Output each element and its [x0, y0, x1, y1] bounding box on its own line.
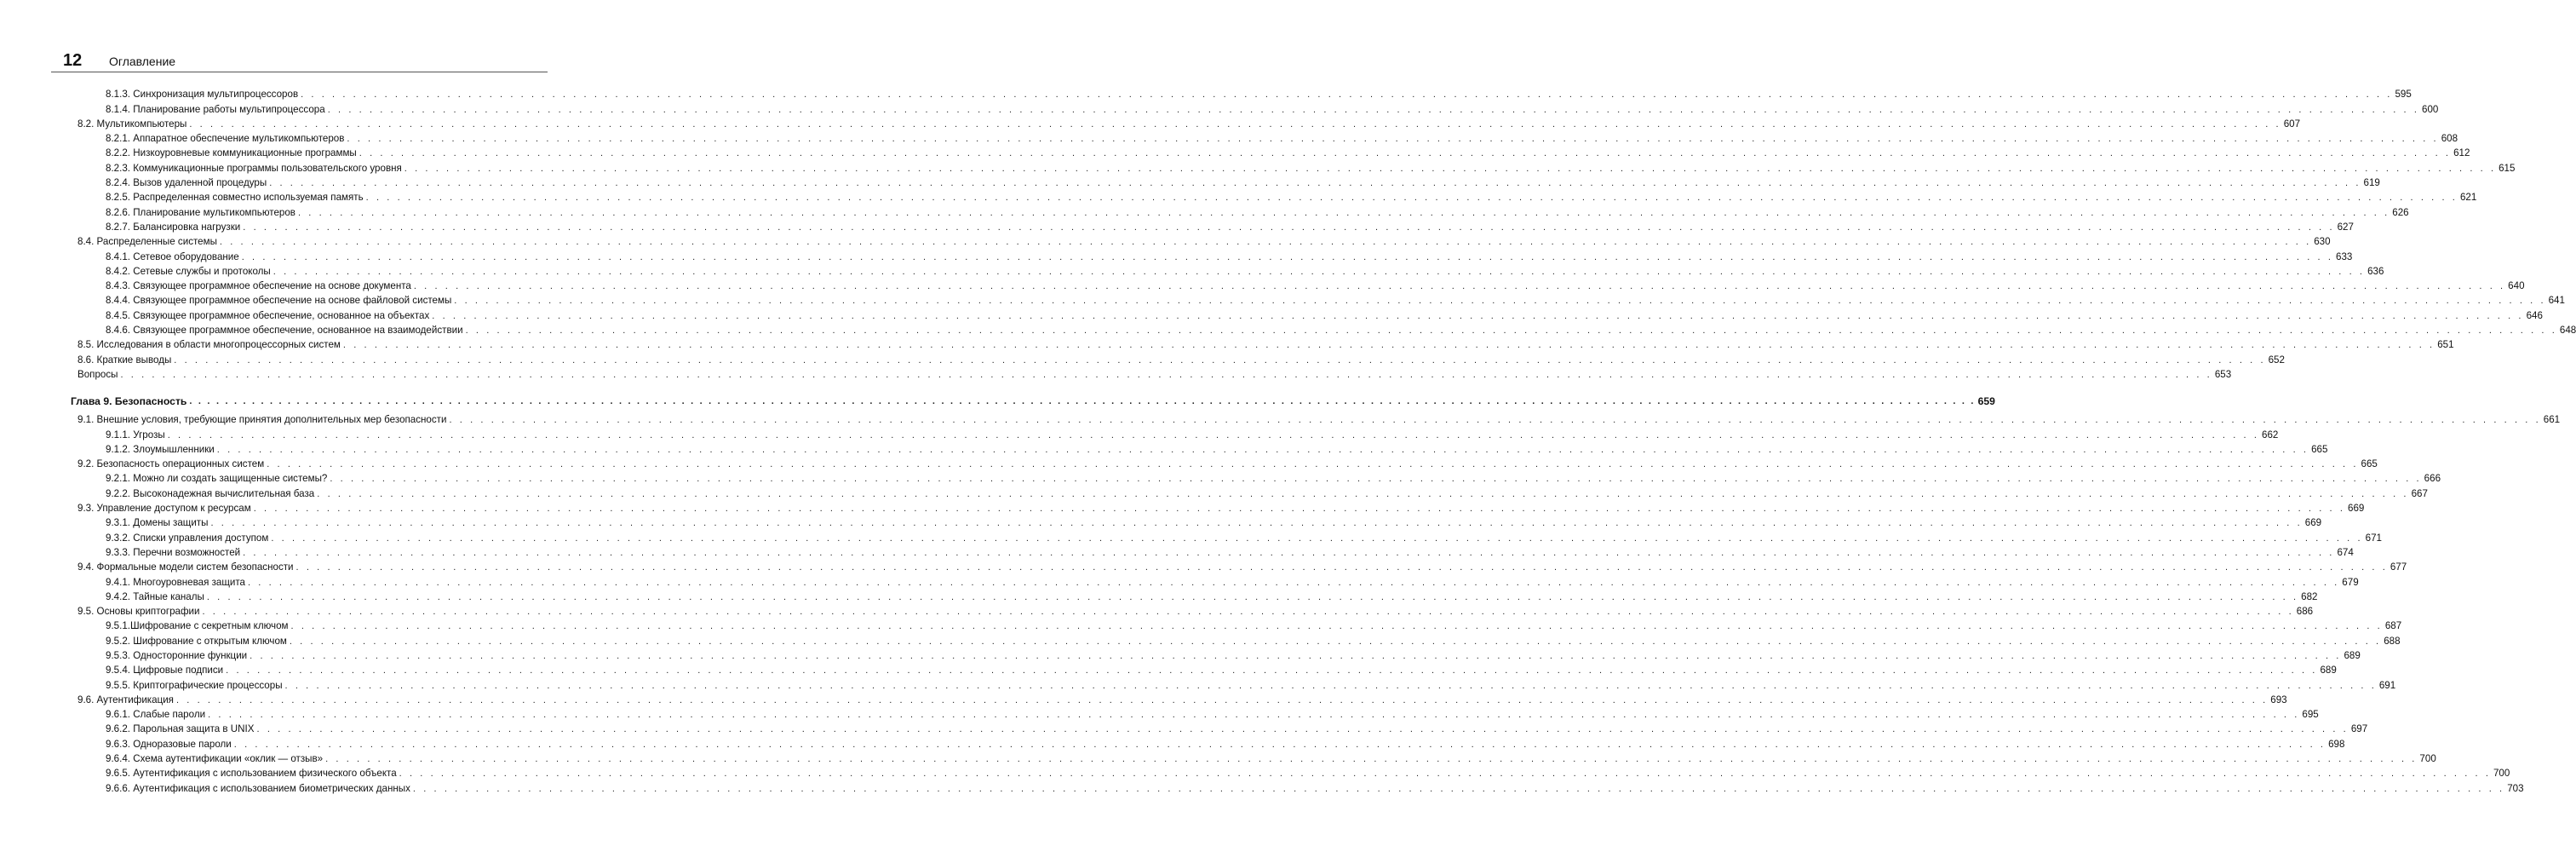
toc-entry-page: 700 — [2493, 768, 2510, 780]
toc-entry[interactable] — [71, 589, 2318, 603]
toc-entry-page: 687 — [2384, 620, 2402, 632]
toc-entry[interactable] — [71, 618, 2402, 632]
toc-entry-title: 9.3. Управление доступом к ресурсам — [77, 503, 254, 515]
chapter-spacer — [71, 381, 520, 390]
toc-entry-title: 8.4.1. Сетевое оборудование — [106, 251, 242, 263]
toc-entry-page: 640 — [2508, 280, 2525, 292]
dot-leader: . . . . . . . . . . . . . . . . . . . . . . . . . . . . . . . . . . . . . . . . . . . . . . . . . . . . . . . . . . . . . . . . . . . . . . . . . . . . . . . . . . . . . . . . . . . . . . . . . . . . . . . . . . . . . . . . . . . . . . . . . . . . . . . . . . . . . . . . . . . . . . . . . . . . . . . . . . . . . . . . . . . . . . . . . . . . . . . . . . . . . . . . . . . . . . . . . . . . . . . . — [243, 222, 2335, 233]
toc-entry-page: 686 — [2296, 606, 2314, 618]
dot-leader: . . . . . . . . . . . . . . . . . . . . . . . . . . . . . . . . . . . . . . . . . . . . . . . . . . . . . . . . . . . . . . . . . . . . . . . . . . . . . . . . . . . . . . . . . . . . . . . . . . . . . . . . . . . . . . . . . . . . . . . . . . . . . . . . . . . . . . . . . . . . . . . . . . . . . . . . . . . . . . . . . . . . . . . . . . . . . . . . . . . . . . . . . . . . . . . . . . . . . . . . — [219, 237, 2312, 248]
toc-entry-page: 665 — [2361, 458, 2378, 470]
toc-entry-page: 607 — [2283, 118, 2301, 130]
toc-entry-title: 8.4.4. Связующее программное обеспечение на основе файловой системы — [106, 295, 454, 307]
toc-entry-page: 652 — [2268, 354, 2285, 366]
toc-entry-title: 8.6. Краткие выводы — [77, 354, 174, 366]
toc-entry-page: 665 — [2311, 443, 2328, 455]
toc-entry-title: Глава 9. Безопасность — [71, 395, 189, 407]
toc-entry[interactable] — [71, 485, 2428, 499]
toc-entry-page: 636 — [2367, 265, 2384, 277]
dot-leader: . . . . . . . . . . . . . . . . . . . . . . . . . . . . . . . . . . . . . . . . . . . . . . . . . . . . . . . . . . . . . . . . . . . . . . . . . . . . . . . . . . . . . . . . . . . . . . . . . . . . . . . . . . . . . . . . . . . . . . . . . . . . . . . . . . . . . . . . . . . . . . . . . . . . . . . . . . . . . . . . . . . . . . . . . . . . . . . . . . . . . . . . . . . . . . . . . . . . . . . . — [175, 694, 2269, 705]
toc-entry[interactable] — [71, 529, 2382, 544]
toc-entry-title: 8.2.1. Аппаратное обеспечение мультикомпьютеров — [106, 133, 347, 145]
toc-entry[interactable] — [71, 278, 2525, 292]
toc-entry-title: 8.2.4. Вызов удаленной процедуры — [106, 177, 269, 189]
toc-entry-page: 703 — [2507, 782, 2524, 794]
toc-entry-page: 698 — [2328, 738, 2345, 750]
toc-entry-page: 615 — [2499, 162, 2516, 174]
dot-leader: . . . . . . . . . . . . . . . . . . . . . . . . . . . . . . . . . . . . . . . . . . . . . . . . . . . . . . . . . . . . . . . . . . . . . . . . . . . . . . . . . . . . . . . . . . . . . . . . . . . . . . . . . . . . . . . . . . . . . . . . . . . . . . . . . . . . . . . . . . . . . . . . . . . . . . . . . . . . . . . . . . . . . . . . . . . . . . . . . . . . . . . . . . . . . . . . . . . . . . . . — [347, 134, 2439, 145]
dot-leader: . . . . . . . . . . . . . . . . . . . . . . . . . . . . . . . . . . . . . . . . . . . . . . . . . . . . . . . . . . . . . . . . . . . . . . . . . . . . . . . . . . . . . . . . . . . . . . . . . . . . . . . . . . . . . . . . . . . . . . . . . . . . . . . . . . . . . . . . . . . . . . . . . . . . . . . . . . . . . . . . . . . . . . . . . . . . . . . . . . . . . . . . . . . . . . . . . . . . . . . . — [202, 607, 2294, 618]
toc-entry[interactable] — [71, 263, 2384, 278]
toc-entry[interactable] — [71, 735, 2345, 750]
toc-entry-title: 9.5.1.Шифрование с секретным ключом — [106, 620, 291, 632]
toc-entry-page: 646 — [2526, 309, 2543, 321]
toc-entry[interactable] — [71, 366, 2232, 381]
toc-entry[interactable] — [71, 721, 2368, 735]
toc-entry-page: 667 — [2411, 487, 2428, 499]
toc-entry-title: 8.2.7. Балансировка нагрузки — [106, 222, 243, 233]
dot-leader: . . . . . . . . . . . . . . . . . . . . . . . . . . . . . . . . . . . . . . . . . . . . . . . . . . . . . . . . . . . . . . . . . . . . . . . . . . . . . . . . . . . . . . . . . . . . . . . . . . . . . . . . . . . . . . . . . . . . . . . . . . . . . . . . . . . . . . . . . . . . . . . . . . . . . . . . . . . . . . . . . . . . . . . . . . . . . . . . . . . . . . . . . . . . . . . . . . . . . . . . — [174, 354, 2266, 366]
toc-entry[interactable] — [71, 175, 2380, 189]
toc-entry-title: 9.3.3. Перечни возможностей — [106, 547, 243, 559]
toc-entry[interactable] — [71, 559, 2407, 573]
toc-entry-title: 9.6.2. Парольная защита в UNIX — [106, 723, 257, 735]
toc-entry-page: 662 — [2262, 429, 2279, 440]
dot-leader: . . . . . . . . . . . . . . . . . . . . . . . . . . . . . . . . . . . . . . . . . . . . . . . . . . . . . . . . . . . . . . . . . . . . . . . . . . . . . . . . . . . . . . . . . . . . . . . . . . . . . . . . . . . . . . . . . . . . . . . . . . . . . . . . . . . . . . . . . . . . . . . . . . . . . . . . . . . . . . . . . . . . . . . . . . . . . . . . . . . . . . . . . . . . . . . . . . . . . . . . — [290, 621, 2383, 632]
toc-entry-page: 688 — [2384, 635, 2401, 647]
toc-entry-page: 630 — [2314, 236, 2331, 248]
dot-leader: . . . . . . . . . . . . . . . . . . . . . . . . . . . . . . . . . . . . . . . . . . . . . . . . . . . . . . . . . . . . . . . . . . . . . . . . . . . . . . . . . . . . . . . . . . . . . . . . . . . . . . . . . . . . . . . . . . . . . . . . . . . . . . . . . . . . . . . . . . . . . . . . . . . . . . . . . . . . . . . . . . . . . . . . . . . . . . . . . . . . . . . . . . . . . . . . . . . . . . . . — [206, 591, 2299, 602]
toc-entry-page: 695 — [2302, 709, 2319, 721]
toc-entry-title: 8.1.3. Синхронизация мультипроцессоров — [106, 89, 301, 101]
toc-entry-page: 697 — [2350, 723, 2368, 735]
dot-leader: . . . . . . . . . . . . . . . . . . . . . . . . . . . . . . . . . . . . . . . . . . . . . . . . . . . . . . . . . . . . . . . . . . . . . . . . . . . . . . . . . . . . . . . . . . . . . . . . . . . . . . . . . . . . . . . . . . . . . . . . . . . . . . . . . . . . . . . . . . . . . . . . . . . . . . . . . . . . . . . . . . . . . . . . . . . . . . . . . . . . . . . . . . . . . . . . . . . . . . . . — [189, 118, 2281, 130]
dot-leader: . . . . . . . . . . . . . . . . . . . . . . . . . . . . . . . . . . . . . . . . . . . . . . . . . . . . . . . . . . . . . . . . . . . . . . . . . . . . . . . . . . . . . . . . . . . . . . . . . . . . . . . . . . . . . . . . . . . . . . . . . . . . . . . . . . . . . . . . . . . . . . . . . . . . . . . . . . . . . . . . . . . . . . . . . . . . . . . . . . . . . . . . . . . . . . . . . . . . . . . . — [120, 369, 2212, 380]
toc-entry[interactable] — [71, 145, 2470, 159]
dot-leader: . . . . . . . . . . . . . . . . . . . . . . . . . . . . . . . . . . . . . . . . . . . . . . . . . . . . . . . . . . . . . . . . . . . . . . . . . . . . . . . . . . . . . . . . . . . . . . . . . . . . . . . . . . . . . . . . . . . . . . . . . . . . . . . . . . . . . . . . . . . . . . . . . . . . . . . . . . . . . . . . . . . . . . . . . . . . . . . . . . . . . . . . . . . . . . . . . . . . . . . . — [432, 310, 2524, 321]
toc-entry-title: 9.1.1. Угрозы — [106, 429, 168, 441]
toc-entry[interactable] — [71, 248, 2353, 262]
toc-entry-title: 9.3.2. Списки управления доступом — [106, 532, 271, 544]
toc-entry[interactable] — [71, 456, 2378, 470]
toc-entry[interactable] — [71, 307, 2543, 321]
toc-entry-page: 651 — [2437, 339, 2454, 351]
toc-entry-title: 8.4.3. Связующее программное обеспечение на основе документа — [106, 280, 414, 292]
toc-entry-title: 9.5.5. Криптографические процессоры — [106, 680, 285, 692]
toc-entry[interactable] — [71, 500, 2365, 515]
dot-leader: . . . . . . . . . . . . . . . . . . . . . . . . . . . . . . . . . . . . . . . . . . . . . . . . . . . . . . . . . . . . . . . . . . . . . . . . . . . . . . . . . . . . . . . . . . . . . . . . . . . . . . . . . . . . . . . . . . . . . . . . . . . . . . . . . . . . . . . . . . . . . . . . . . . . . . . . . . . . . . . . . . . . . . . . . . . . . . . . . . . . . . . . . . . . . . . . . . . . . . . . — [289, 636, 2382, 647]
toc-entry-title: Вопросы — [77, 369, 121, 381]
toc-entry-title: 9.6.4. Схема аутентификации «оклик — отзыв» — [106, 753, 325, 765]
dot-leader: . . . . . . . . . . . . . . . . . . . . . . . . . . . . . . . . . . . . . . . . . . . . . . . . . . . . . . . . . . . . . . . . . . . . . . . . . . . . . . . . . . . . . . . . . . . . . . . . . . . . . . . . . . . . . . . . . . . . . . . . . . . . . . . . . . . . . . . . . . . . . . . . . . . . . . . . . . . . . . . . . . . . . . . . . . . . . . . . . . . . . . . . . . . . . . . . . . . . . . . . — [317, 488, 2409, 499]
toc-entry-page: 677 — [2390, 561, 2407, 573]
toc-entry[interactable] — [71, 292, 2565, 307]
toc-entry-title: 9.1.2. Злоумышленники — [106, 444, 217, 456]
dot-leader: . . . . . . . . . . . . . . . . . . . . . . . . . . . . . . . . . . . . . . . . . . . . . . . . . . . . . . . . . . . . . . . . . . . . . . . . . . . . . . . . . . . . . . . . . . . . . . . . . . . . . . . . . . . . . . . . . . . . . . . . . . . . . . . . . . . . . . . . . . . . . . . . . . . . . . . . . . . . . . . . . . . . . . . . . . . . . . . . . . . . . . . . . . . . . . . . . . . . . . . . — [216, 444, 2309, 455]
toc-entry-page: 595 — [2395, 89, 2412, 101]
toc-entry-title: 8.4. Распределенные системы — [77, 236, 220, 248]
toc-entry-page: 679 — [2342, 576, 2359, 588]
toc-entry-page: 641 — [2548, 295, 2565, 307]
toc-entry-title: 8.2.2. Низкоуровневые коммуникационные программы — [106, 147, 359, 159]
toc-entry-page: 608 — [2441, 133, 2458, 145]
toc-entry[interactable] — [71, 204, 2409, 218]
dot-leader: . . . . . . . . . . . . . . . . . . . . . . . . . . . . . . . . . . . . . . . . . . . . . . . . . . . . . . . . . . . . . . . . . . . . . . . . . . . . . . . . . . . . . . . . . . . . . . . . . . . . . . . . . . . . . . . . . . . . . . . . . . . . . . . . . . . . . . . . . . . . . . . . . . . . . . . . . . . . . . . . . . . . . . . . . . . . . . . . . . . . . . . . . . . . . . . . . . . . . . . . — [208, 710, 2300, 721]
toc-entry-page: 626 — [2392, 206, 2409, 218]
dot-leader: . . . . . . . . . . . . . . . . . . . . . . . . . . . . . . . . . . . . . . . . . . . . . . . . . . . . . . . . . . . . . . . . . . . . . . . . . . . . . . . . . . . . . . . . . . . . . . . . . . . . . . . . . . . . . . . . . . . . . . . . . . . . . . . . . . . . . . . . . . . . . . . . . . . . . . . . . . . . . . . . . . . . . . . . . . . . . . . . . . . . . . . . . . . . . . . . . . . . . . . . — [189, 395, 1976, 406]
toc-entry-title: 9.4. Формальные модели систем безопасности — [77, 561, 296, 573]
dot-leader: . . . . . . . . . . . . . . . . . . . . . . . . . . . . . . . . . . . . . . . . . . . . . . . . . . . . . . . . . . . . . . . . . . . . . . . . . . . . . . . . . . . . . . . . . . . . . . . . . . . . . . . . . . . . . . . . . . . . . . . . . . . . . . . . . . . . . . . . . . . . . . . . . . . . . . . . . . . . . . . . . . . . . . . . . . . . . . . . . . . . . . . . . . . . . . . . . . . . . . . . — [267, 459, 2359, 470]
toc-entry[interactable] — [71, 648, 2361, 662]
toc-entry-title: 9.6. Аутентификация — [77, 694, 176, 706]
toc-entry-title: 8.2.6. Планирование мультикомпьютеров — [106, 207, 298, 219]
toc-entry[interactable] — [71, 189, 2477, 204]
toc-chapter-entry[interactable] — [71, 390, 1995, 407]
toc-entry-page: 700 — [2419, 753, 2436, 765]
toc-entry-title: 9.5.2. Шифрование с открытым ключом — [106, 636, 290, 648]
toc-entry[interactable] — [71, 573, 2359, 588]
toc-entry-page: 669 — [2304, 517, 2322, 529]
toc-entry[interactable] — [71, 86, 2412, 101]
dot-leader: . . . . . . . . . . . . . . . . . . . . . . . . . . . . . . . . . . . . . . . . . . . . . . . . . . . . . . . . . . . . . . . . . . . . . . . . . . . . . . . . . . . . . . . . . . . . . . . . . . . . . . . . . . . . . . . . . . . . . . . . . . . . . . . . . . . . . . . . . . . . . . . . . . . . . . . . . . . . . . . . . . . . . . . . . . . . . . . . . . . . . . . . . . . . . . . . . . . . . . . . — [250, 650, 2342, 661]
dot-leader: . . . . . . . . . . . . . . . . . . . . . . . . . . . . . . . . . . . . . . . . . . . . . . . . . . . . . . . . . . . . . . . . . . . . . . . . . . . . . . . . . . . . . . . . . . . . . . . . . . . . . . . . . . . . . . . . . . . . . . . . . . . . . . . . . . . . . . . . . . . . . . . . . . . . . . . . . . . . . . . . . . . . . . . . . . . . . . . . . . . . . . . . . . . . . . . . . . . . . . . . — [359, 148, 2452, 159]
toc-entry-page: 682 — [2301, 590, 2318, 602]
dot-leader: . . . . . . . . . . . . . . . . . . . . . . . . . . . . . . . . . . . . . . . . . . . . . . . . . . . . . . . . . . . . . . . . . . . . . . . . . . . . . . . . . . . . . . . . . . . . . . . . . . . . . . . . . . . . . . . . . . . . . . . . . . . . . . . . . . . . . . . . . . . . . . . . . . . . . . . . . . . . . . . . . . . . . . . . . . . . . . . . . . . . . . . . . . . . . . . . . . . . . . . . — [449, 415, 2541, 426]
toc-entry[interactable] — [71, 662, 2337, 676]
page-number: 12 — [63, 51, 83, 70]
dot-leader: . . . . . . . . . . . . . . . . . . . . . . . . . . . . . . . . . . . . . . . . . . . . . . . . . . . . . . . . . . . . . . . . . . . . . . . . . . . . . . . . . . . . . . . . . . . . . . . . . . . . . . . . . . . . . . . . . . . . . . . . . . . . . . . . . . . . . . . . . . . . . . . . . . . . . . . . . . . . . . . . . . . . . . . . . . . . . . . . . . . . . . . . . . . . . . . . . . . . . . . . — [297, 207, 2390, 218]
toc-entry-page: 669 — [2348, 503, 2365, 515]
toc-entry[interactable] — [71, 130, 2458, 145]
toc-entry[interactable] — [71, 515, 2322, 529]
toc-entry-page: 689 — [2320, 665, 2337, 676]
dot-leader: . . . . . . . . . . . . . . . . . . . . . . . . . . . . . . . . . . . . . . . . . . . . . . . . . . . . . . . . . . . . . . . . . . . . . . . . . . . . . . . . . . . . . . . . . . . . . . . . . . . . . . . . . . . . . . . . . . . . . . . . . . . . . . . . . . . . . . . . . . . . . . . . . . . . . . . . . . . . . . . . . . . . . . . . . . . . . . . . . . . . . . . . . . . . . . . . . . . . . . . . — [269, 178, 2361, 189]
dot-leader: . . . . . . . . . . . . . . . . . . . . . . . . . . . . . . . . . . . . . . . . . . . . . . . . . . . . . . . . . . . . . . . . . . . . . . . . . . . . . . . . . . . . . . . . . . . . . . . . . . . . . . . . . . . . . . . . . . . . . . . . . . . . . . . . . . . . . . . . . . . . . . . . . . . . . . . . . . . . . . . . . . . . . . . . . . . . . . . . . . . . . . . . . . . . . . . . . . . . . . . . — [253, 504, 2346, 515]
toc-entry[interactable] — [71, 441, 2328, 456]
dot-leader: . . . . . . . . . . . . . . . . . . . . . . . . . . . . . . . . . . . . . . . . . . . . . . . . . . . . . . . . . . . . . . . . . . . . . . . . . . . . . . . . . . . . . . . . . . . . . . . . . . . . . . . . . . . . . . . . . . . . . . . . . . . . . . . . . . . . . . . . . . . . . . . . . . . . . . . . . . . . . . . . . . . . . . . . . . . . . . . . . . . . . . . . . . . . . . . . . . . . . . . . — [365, 193, 2458, 204]
running-title: Оглавление — [109, 55, 176, 68]
dot-leader: . . . . . . . . . . . . . . . . . . . . . . . . . . . . . . . . . . . . . . . . . . . . . . . . . . . . . . . . . . . . . . . . . . . . . . . . . . . . . . . . . . . . . . . . . . . . . . . . . . . . . . . . . . . . . . . . . . . . . . . . . . . . . . . . . . . . . . . . . . . . . . . . . . . . . . . . . . . . . . . . . . . . . . . . . . . . . . . . . . . . . . . . . . . . . . . . . . . . . . . . — [273, 266, 2366, 277]
toc-entry[interactable] — [71, 219, 2354, 233]
toc-entry[interactable] — [71, 603, 2314, 618]
toc-entry[interactable] — [71, 351, 2285, 366]
dot-leader: . . . . . . . . . . . . . . . . . . . . . . . . . . . . . . . . . . . . . . . . . . . . . . . . . . . . . . . . . . . . . . . . . . . . . . . . . . . . . . . . . . . . . . . . . . . . . . . . . . . . . . . . . . . . . . . . . . . . . . . . . . . . . . . . . . . . . . . . . . . . . . . . . . . . . . . . . . . . . . . . . . . . . . . . . . . . . . . . . . . . . . . . . . . . . . . . . . . . . . . . — [233, 739, 2326, 750]
toc-entry-page: 633 — [2336, 250, 2353, 262]
toc-entry-page: 619 — [2363, 177, 2380, 189]
toc-entry[interactable] — [71, 676, 2396, 691]
toc-entry-title: 9.4.2. Тайные каналы — [106, 591, 207, 603]
dot-leader: . . . . . . . . . . . . . . . . . . . . . . . . . . . . . . . . . . . . . . . . . . . . . . . . . . . . . . . . . . . . . . . . . . . . . . . . . . . . . . . . . . . . . . . . . . . . . . . . . . . . . . . . . . . . . . . . . . . . . . . . . . . . . . . . . . . . . . . . . . . . . . . . . . . . . . . . . . . . . . . . . . . . . . . . . . . . . . . . . . . . . . . . . . . . . . . . . . . . . . . . — [271, 532, 2363, 544]
toc-entry[interactable] — [71, 412, 2561, 426]
dot-leader: . . . . . . . . . . . . . . . . . . . . . . . . . . . . . . . . . . . . . . . . . . . . . . . . . . . . . . . . . . . . . . . . . . . . . . . . . . . . . . . . . . . . . . . . . . . . . . . . . . . . . . . . . . . . . . . . . . . . . . . . . . . . . . . . . . . . . . . . . . . . . . . . . . . . . . . . . . . . . . . . . . . . . . . . . . . . . . . . . . . . . . . . . . . . . . . . . . . . . . . . — [243, 547, 2335, 558]
toc-entry[interactable] — [71, 101, 2439, 115]
dot-leader: . . . . . . . . . . . . . . . . . . . . . . . . . . . . . . . . . . . . . . . . . . . . . . . . . . . . . . . . . . . . . . . . . . . . . . . . . . . . . . . . . . . . . . . . . . . . . . . . . . . . . . . . . . . . . . . . . . . . . . . . . . . . . . . . . . . . . . . . . . . . . . . . . . . . . . . . . . . . . . . . . . . . . . . . . . . . . . . . . . . . . . . . . . . . . . . . . . . . . . . . — [301, 89, 2393, 101]
toc-entry[interactable] — [71, 116, 2301, 130]
toc-entry-title: 8.2.3. Коммуникационные программы пользовательского уровня — [106, 163, 404, 175]
toc-entry-title: 8.4.2. Сетевые службы и протоколы — [106, 266, 273, 278]
toc-entry[interactable] — [71, 337, 2454, 351]
toc-entry[interactable] — [71, 470, 2441, 485]
dot-leader: . . . . . . . . . . . . . . . . . . . . . . . . . . . . . . . . . . . . . . . . . . . . . . . . . . . . . . . . . . . . . . . . . . . . . . . . . . . . . . . . . . . . . . . . . . . . . . . . . . . . . . . . . . . . . . . . . . . . . . . . . . . . . . . . . . . . . . . . . . . . . . . . . . . . . . . . . . . . . . . . . . . . . . . . . . . . . . . . . . . . . . . . . . . . . . . . . . . . . . . . — [210, 518, 2303, 529]
toc-entry[interactable] — [71, 233, 2331, 248]
toc-entry-page: 691 — [2378, 679, 2396, 691]
toc-entry[interactable] — [71, 426, 2279, 440]
toc-entry-page: 600 — [2422, 103, 2439, 115]
dot-leader: . . . . . . . . . . . . . . . . . . . . . . . . . . . . . . . . . . . . . . . . . . . . . . . . . . . . . . . . . . . . . . . . . . . . . . . . . . . . . . . . . . . . . . . . . . . . . . . . . . . . . . . . . . . . . . . . . . . . . . . . . . . . . . . . . . . . . . . . . . . . . . . . . . . . . . . . . . . . . . . . . . . . . . . . . . . . . . . . . . . . . . . . . . . . . . . . . . . . . . . . — [247, 577, 2340, 588]
dot-leader: . . . . . . . . . . . . . . . . . . . . . . . . . . . . . . . . . . . . . . . . . . . . . . . . . . . . . . . . . . . . . . . . . . . . . . . . . . . . . . . . . . . . . . . . . . . . . . . . . . . . . . . . . . . . . . . . . . . . . . . . . . . . . . . . . . . . . . . . . . . . . . . . . . . . . . . . . . . . . . . . . . . . . . . . . . . . . . . . . . . . . . . . . . . . . . . . . . . . . . . . — [465, 325, 2557, 337]
toc-entry-page: 671 — [2365, 532, 2382, 544]
dot-leader: . . . . . . . . . . . . . . . . . . . . . . . . . . . . . . . . . . . . . . . . . . . . . . . . . . . . . . . . . . . . . . . . . . . . . . . . . . . . . . . . . . . . . . . . . . . . . . . . . . . . . . . . . . . . . . . . . . . . . . . . . . . . . . . . . . . . . . . . . . . . . . . . . . . . . . . . . . . . . . . . . . . . . . . . . . . . . . . . . . . . . . . . . . . . . . . . . . . . . . . . — [404, 163, 2497, 174]
dot-leader: . . . . . . . . . . . . . . . . . . . . . . . . . . . . . . . . . . . . . . . . . . . . . . . . . . . . . . . . . . . . . . . . . . . . . . . . . . . . . . . . . . . . . . . . . . . . . . . . . . . . . . . . . . . . . . . . . . . . . . . . . . . . . . . . . . . . . . . . . . . . . . . . . . . . . . . . . . . . . . . . . . . . . . . . . . . . . . . . . . . . . . . . . . . . . . . . . . . . . . . . — [241, 251, 2334, 262]
dot-leader: . . . . . . . . . . . . . . . . . . . . . . . . . . . . . . . . . . . . . . . . . . . . . . . . . . . . . . . . . . . . . . . . . . . . . . . . . . . . . . . . . . . . . . . . . . . . . . . . . . . . . . . . . . . . . . . . . . . . . . . . . . . . . . . . . . . . . . . . . . . . . . . . . . . . . . . . . . . . . . . . . . . . . . . . . . . . . . . . . . . . . . . . . . . . . . . . . . . . . . . . — [399, 769, 2491, 780]
toc-entry-page: 621 — [2459, 192, 2477, 204]
toc-entry-title: 9.6.5. Аутентификация с использованием физического объекта — [106, 768, 399, 780]
toc-entry-page: 612 — [2453, 147, 2470, 159]
toc-entry-title: 9.4.1. Многоуровневая защита — [106, 577, 248, 589]
toc-entry-page: 627 — [2337, 221, 2354, 233]
toc-entry-page: 674 — [2337, 546, 2354, 558]
toc-entry[interactable] — [71, 159, 2516, 174]
toc-entry[interactable] — [71, 692, 2287, 706]
page-header — [51, 46, 548, 72]
toc-entry-page: 661 — [2543, 414, 2561, 426]
toc-entry-title: 8.5. Исследования в области многопроцессорных систем — [77, 339, 343, 351]
toc-entry-title: 9.5. Основы криптографии — [77, 606, 202, 618]
toc-entry-page: 653 — [2214, 368, 2232, 380]
toc-entry-title: 8.1.4. Планирование работы мультипроцессора — [106, 104, 328, 116]
toc-entry-title: 9.3.1. Домены защиты — [106, 517, 210, 529]
dot-leader: . . . . . . . . . . . . . . . . . . . . . . . . . . . . . . . . . . . . . . . . . . . . . . . . . . . . . . . . . . . . . . . . . . . . . . . . . . . . . . . . . . . . . . . . . . . . . . . . . . . . . . . . . . . . . . . . . . . . . . . . . . . . . . . . . . . . . . . . . . . . . . . . . . . . . . . . . . . . . . . . . . . . . . . . . . . . . . . . . . . . . . . . . . . . . . . . . . . . . . . . — [325, 754, 2418, 765]
dot-leader: . . . . . . . . . . . . . . . . . . . . . . . . . . . . . . . . . . . . . . . . . . . . . . . . . . . . . . . . . . . . . . . . . . . . . . . . . . . . . . . . . . . . . . . . . . . . . . . . . . . . . . . . . . . . . . . . . . . . . . . . . . . . . . . . . . . . . . . . . . . . . . . . . . . . . . . . . . . . . . . . . . . . . . . . . . . . . . . . . . . . . . . . . . . . . . . . . . . . . . . . — [167, 429, 2260, 440]
dot-leader: . . . . . . . . . . . . . . . . . . . . . . . . . . . . . . . . . . . . . . . . . . . . . . . . . . . . . . . . . . . . . . . . . . . . . . . . . . . . . . . . . . . . . . . . . . . . . . . . . . . . . . . . . . . . . . . . . . . . . . . . . . . . . . . . . . . . . . . . . . . . . . . . . . . . . . . . . . . . . . . . . . . . . . . . . . . . . . . . . . . . . . . . . . . . . . . . . . . . . . . . — [327, 104, 2420, 115]
toc-entry-title: 9.5.3. Односторонние функции — [106, 650, 250, 662]
toc-entry[interactable] — [71, 322, 2576, 337]
toc-entry[interactable] — [71, 706, 2319, 721]
toc-entry-title: 8.4.5. Связующее программное обеспечение, основанное на объектах — [106, 310, 432, 322]
toc-entry-page: 648 — [2559, 325, 2576, 337]
dot-leader: . . . . . . . . . . . . . . . . . . . . . . . . . . . . . . . . . . . . . . . . . . . . . . . . . . . . . . . . . . . . . . . . . . . . . . . . . . . . . . . . . . . . . . . . . . . . . . . . . . . . . . . . . . . . . . . . . . . . . . . . . . . . . . . . . . . . . . . . . . . . . . . . . . . . . . . . . . . . . . . . . . . . . . . . . . . . . . . . . . . . . . . . . . . . . . . . . . . . . . . . — [330, 474, 2422, 485]
dot-leader: . . . . . . . . . . . . . . . . . . . . . . . . . . . . . . . . . . . . . . . . . . . . . . . . . . . . . . . . . . . . . . . . . . . . . . . . . . . . . . . . . . . . . . . . . . . . . . . . . . . . . . . . . . . . . . . . . . . . . . . . . . . . . . . . . . . . . . . . . . . . . . . . . . . . . . . . . . . . . . . . . . . . . . . . . . . . . . . . . . . . . . . . . . . . . . . . . . . . . . . . — [413, 281, 2506, 292]
toc-entry-title: 9.2. Безопасность операционных систем — [77, 458, 267, 470]
dot-leader: . . . . . . . . . . . . . . . . . . . . . . . . . . . . . . . . . . . . . . . . . . . . . . . . . . . . . . . . . . . . . . . . . . . . . . . . . . . . . . . . . . . . . . . . . . . . . . . . . . . . . . . . . . . . . . . . . . . . . . . . . . . . . . . . . . . . . . . . . . . . . . . . . . . . . . . . . . . . . . . . . . . . . . . . . . . . . . . . . . . . . . . . . . . . . . . . . . . . . . . . — [295, 562, 2388, 573]
toc-entry-page: 693 — [2270, 694, 2287, 705]
toc-entry-title: 8.4.6. Связующее программное обеспечение, основанное на взаимодействии — [106, 325, 466, 337]
dot-leader: . . . . . . . . . . . . . . . . . . . . . . . . . . . . . . . . . . . . . . . . . . . . . . . . . . . . . . . . . . . . . . . . . . . . . . . . . . . . . . . . . . . . . . . . . . . . . . . . . . . . . . . . . . . . . . . . . . . . . . . . . . . . . . . . . . . . . . . . . . . . . . . . . . . . . . . . . . . . . . . . . . . . . . . . . . . . . . . . . . . . . . . . . . . . . . . . . . . . . . . . — [226, 665, 2318, 676]
table-of-contents — [71, 86, 2576, 795]
toc-entry-title: 8.2.5. Распределенная совместно используемая память — [106, 192, 366, 204]
toc-entry[interactable] — [71, 751, 2436, 765]
toc-entry-title: 9.2.1. Можно ли создать защищенные системы? — [106, 473, 330, 485]
dot-leader: . . . . . . . . . . . . . . . . . . . . . . . . . . . . . . . . . . . . . . . . . . . . . . . . . . . . . . . . . . . . . . . . . . . . . . . . . . . . . . . . . . . . . . . . . . . . . . . . . . . . . . . . . . . . . . . . . . . . . . . . . . . . . . . . . . . . . . . . . . . . . . . . . . . . . . . . . . . . . . . . . . . . . . . . . . . . . . . . . . . . . . . . . . . . . . . . . . . . . . . . — [412, 783, 2505, 794]
toc-entry-title: 9.5.4. Цифровые подписи — [106, 665, 226, 676]
toc-entry-title: 8.2. Мультикомпьютеры — [77, 118, 189, 130]
dot-leader: . . . . . . . . . . . . . . . . . . . . . . . . . . . . . . . . . . . . . . . . . . . . . . . . . . . . . . . . . . . . . . . . . . . . . . . . . . . . . . . . . . . . . . . . . . . . . . . . . . . . . . . . . . . . . . . . . . . . . . . . . . . . . . . . . . . . . . . . . . . . . . . . . . . . . . . . . . . . . . . . . . . . . . . . . . . . . . . . . . . . . . . . . . . . . . . . . . . . . . . . — [256, 724, 2349, 735]
toc-entry-page: 689 — [2344, 649, 2361, 661]
toc-entry[interactable] — [71, 632, 2401, 647]
toc-entry[interactable] — [71, 780, 2524, 794]
toc-entry-page: 659 — [1977, 394, 1995, 407]
toc-entry-title: 9.6.1. Слабые пароли — [106, 709, 208, 721]
dot-leader: . . . . . . . . . . . . . . . . . . . . . . . . . . . . . . . . . . . . . . . . . . . . . . . . . . . . . . . . . . . . . . . . . . . . . . . . . . . . . . . . . . . . . . . . . . . . . . . . . . . . . . . . . . . . . . . . . . . . . . . . . . . . . . . . . . . . . . . . . . . . . . . . . . . . . . . . . . . . . . . . . . . . . . . . . . . . . . . . . . . . . . . . . . . . . . . . . . . . . . . . — [454, 296, 2546, 307]
dot-leader: . . . . . . . . . . . . . . . . . . . . . . . . . . . . . . . . . . . . . . . . . . . . . . . . . . . . . . . . . . . . . . . . . . . . . . . . . . . . . . . . . . . . . . . . . . . . . . . . . . . . . . . . . . . . . . . . . . . . . . . . . . . . . . . . . . . . . . . . . . . . . . . . . . . . . . . . . . . . . . . . . . . . . . . . . . . . . . . . . . . . . . . . . . . . . . . . . . . . . . . . — [284, 680, 2377, 691]
toc-entry-title: 9.2.2. Высоконадежная вычислительная база — [106, 488, 317, 500]
toc-entry-page: 666 — [2424, 473, 2441, 485]
toc-entry-title: 9.6.6. Аутентификация с использованием биометрических данных — [106, 783, 413, 795]
toc-entry[interactable] — [71, 765, 2510, 780]
dot-leader: . . . . . . . . . . . . . . . . . . . . . . . . . . . . . . . . . . . . . . . . . . . . . . . . . . . . . . . . . . . . . . . . . . . . . . . . . . . . . . . . . . . . . . . . . . . . . . . . . . . . . . . . . . . . . . . . . . . . . . . . . . . . . . . . . . . . . . . . . . . . . . . . . . . . . . . . . . . . . . . . . . . . . . . . . . . . . . . . . . . . . . . . . . . . . . . . . . . . . . . . — [342, 340, 2435, 351]
toc-entry-title: 9.6.3. Одноразовые пароли — [106, 739, 234, 751]
toc-entry[interactable] — [71, 544, 2354, 559]
toc-entry-title: 9.1. Внешние условия, требующие принятия дополнительных мер безопасности — [77, 414, 449, 426]
